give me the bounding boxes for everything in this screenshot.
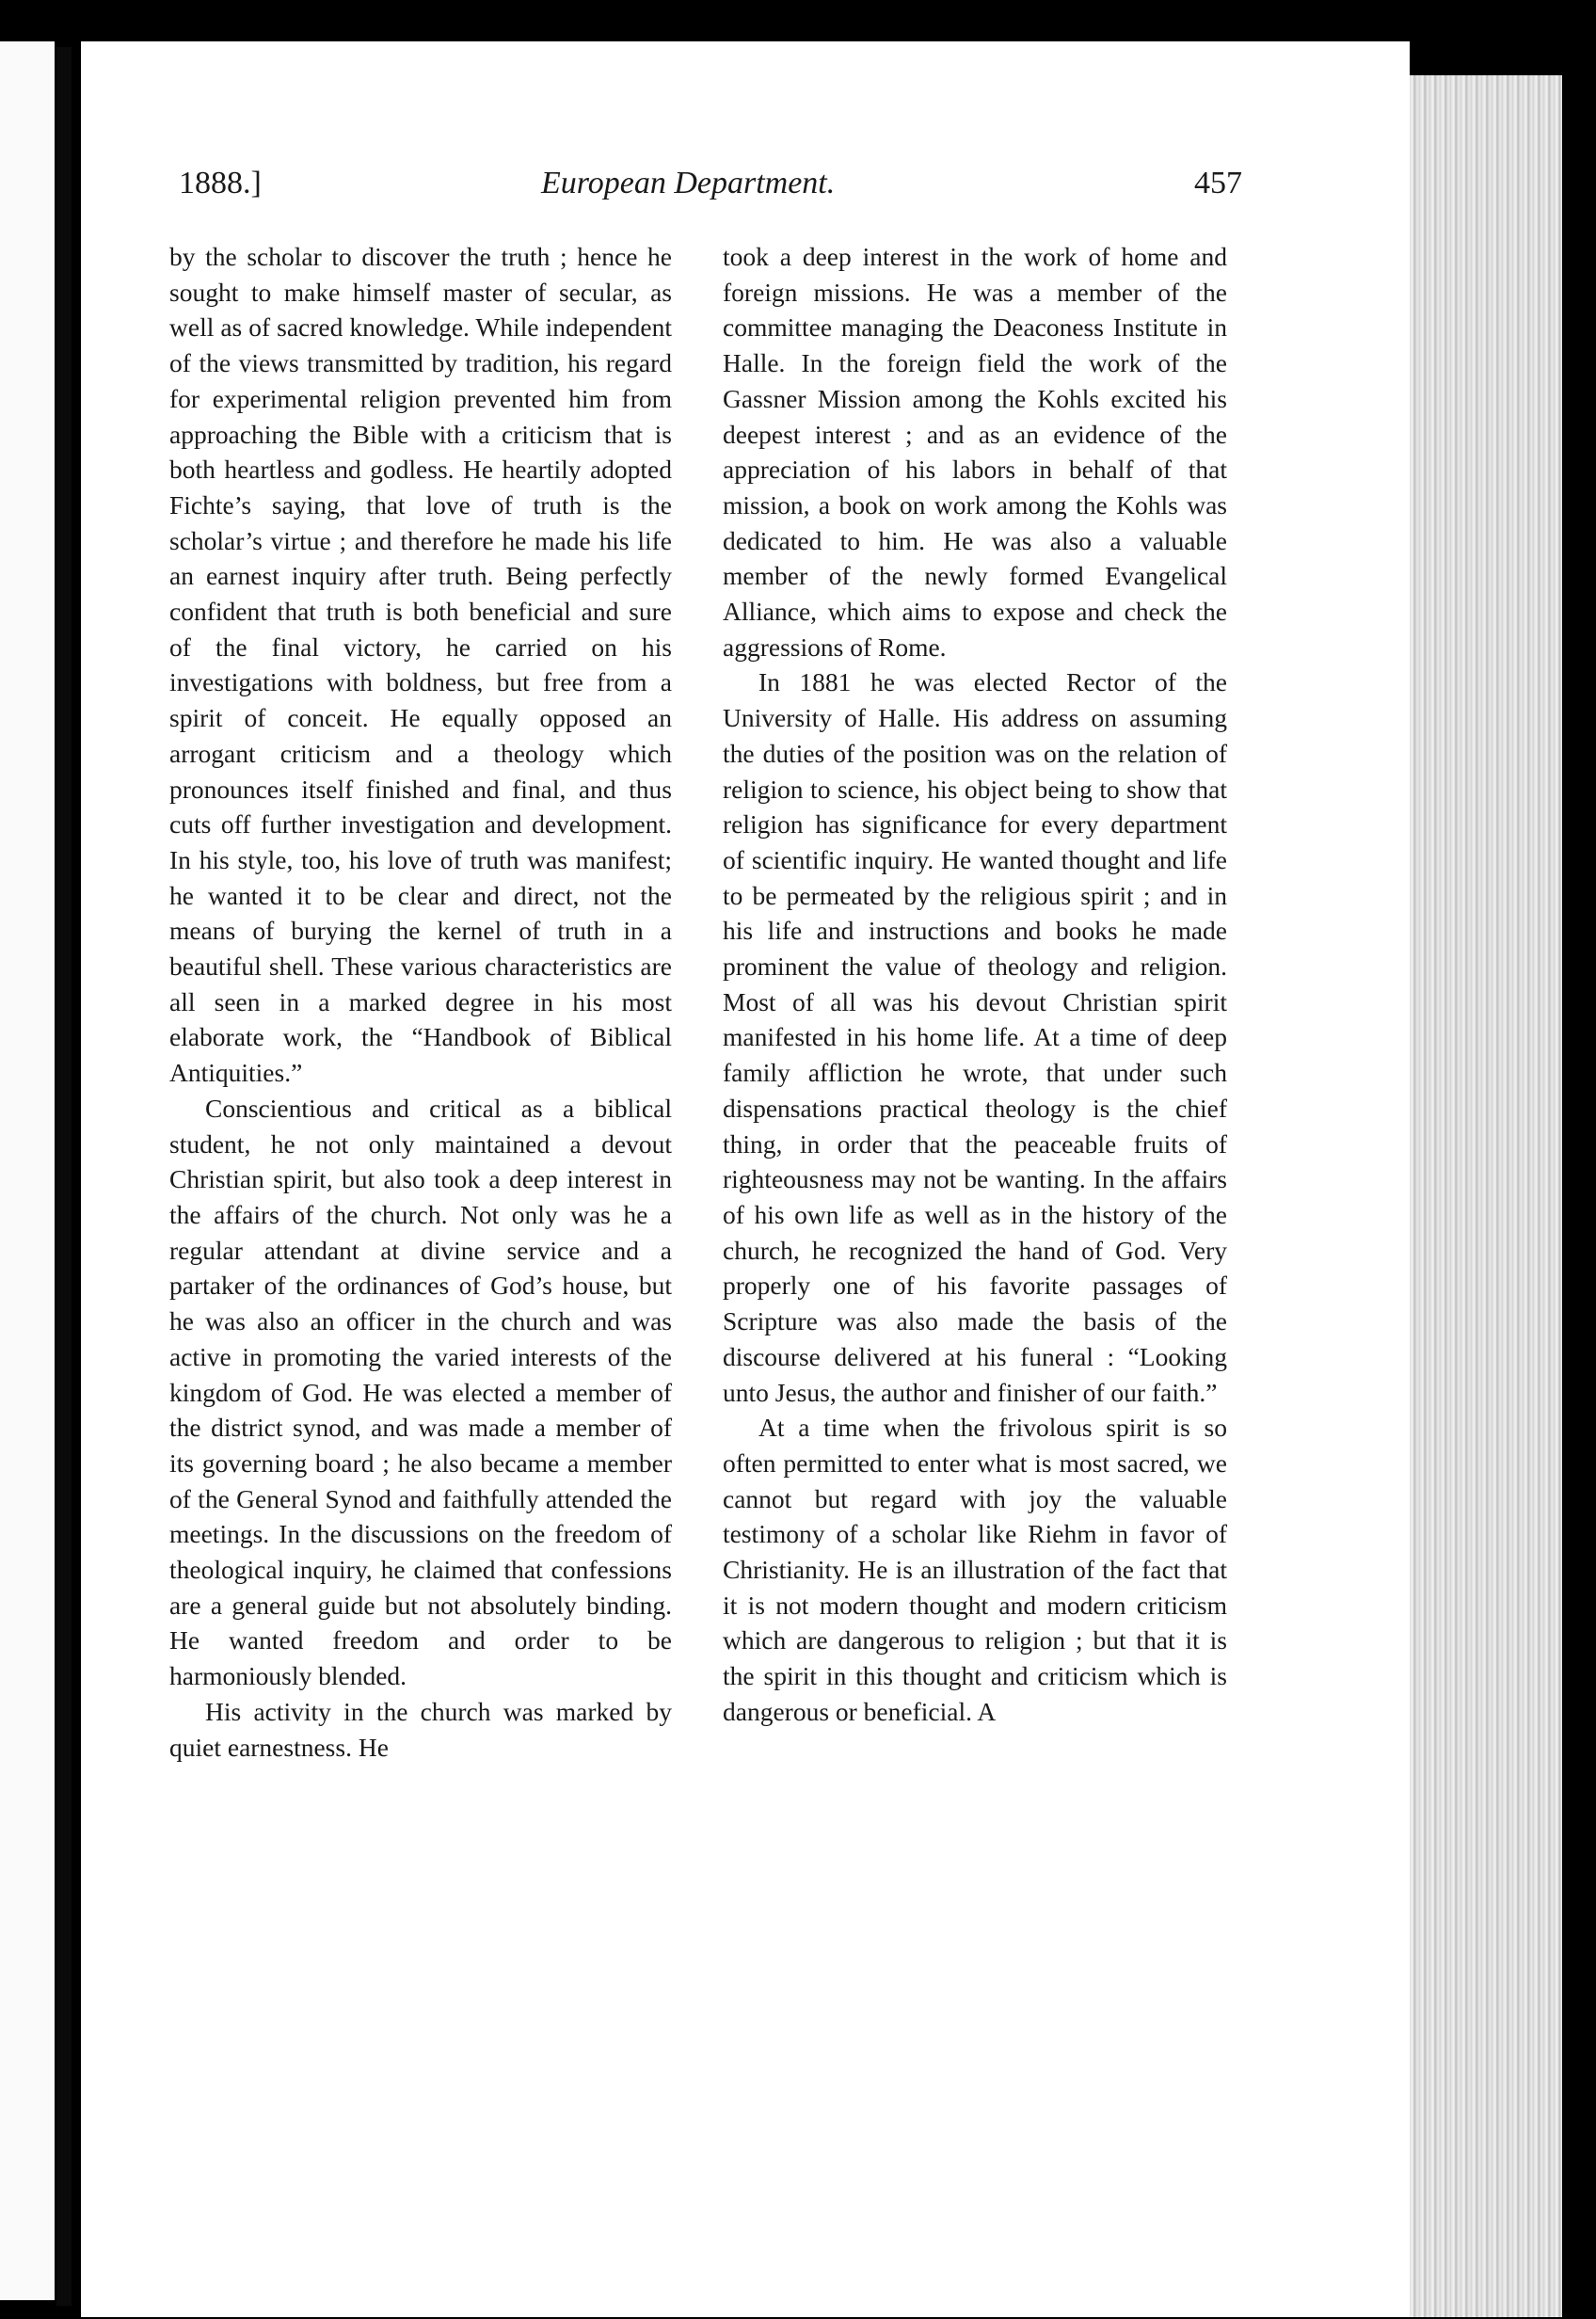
paragraph: by the scholar to discover the truth ; hence he sought to make himself master of secular, as well as of sacred knowledge. While independent of the views transmitted by tradition, his regard for experimental religion prevented him from approaching the Bible with a criticism that is both heartless and godless. He heartily adopted Fichte’s saying, that love of truth is the scholar’s virtue ; and therefore he made his life an earnest inquiry after truth. Being perfectly confident that truth is both beneficial and sure of the final victory, he carried on his investigations with boldness, but free from a spirit of conceit. He equally opposed an arrogant criticism and a theology which pronounces itself finished and final, and thus cuts off further investigation and development. In his style, too, his love of truth was manifest; he wanted it to be clear and direct, not the means of burying the kernel of truth in a beautiful shell. These various characteristics are all seen in a marked degree in his most elaborate work, the “Handbook of Biblical Antiquities.” [169,242,672,1088]
paragraph: took a deep interest in the work of home and foreign missions. He was a member of the committee managing the Deaconess Institute in Halle. In the foreign field the work of the Gassner Mission among the Kohls excited his deepest interest ; and as an evidence of the appreciation of his labors in behalf of that mission, a book on work among the Kohls was dedicated to him. He was also a valuable member of the newly formed Evangelical Alliance, which aims to expose and check the aggressions of Rome. [723,242,1227,662]
paragraph: Conscientious and critical as a biblical student, he not only maintained a devout Christian spirit, but also took a deep interest in the affairs of the church. Not only was he a regular attendant at divine service and a partaker of the ordinances of God’s house, but he was also an officer in the church and was active in promoting the varied interests of the kingdom of God. He was elected a member of the district synod, and was made a member of its governing board ; he also became a member of the General Synod and faithfully attended the meetings. In the discussions on the freedom of theological inquiry, he claimed that confessions are a general guide but not absolutely binding. He wanted freedom and order to be harmoniously blended. [169,1093,672,1691]
right-column [723,239,1227,1730]
page-number: 457 [1194,166,1242,200]
running-title: European Department. [541,166,836,200]
header-year: 1888.] [179,166,262,200]
facing-page-edge [0,41,55,2300]
book-spine-shadow [56,47,72,2306]
running-header [179,166,1242,222]
paragraph: At a time when the frivolous spirit is so often permitted to enter what is most sacred, we cannot but regard with joy the valuable testimony of a scholar like Riehm in favor of Christianity. He is an illustration of the fact that it is not modern thought and modern criticism which are dangerous to religion ; but that it is the spirit in this thought and criticism which is dangerous or beneficial. A [723,1413,1227,1726]
paragraph: His activity in the church was marked by quiet earnestness. He [169,1696,672,1762]
page-stack-edges [1410,75,1562,2317]
left-column [169,239,672,1765]
paragraph: In 1881 he was elected Rector of the University of Halle. His address on assuming the duties of the position was on the relation of religion to science, his object being to show that religion has significance for every department of scientific inquiry. He wanted thought and life to be permeated by the religious spirit ; and in his life and instructions and books he made prominent the value of theology and religion. Most of all was his devout Christian spirit manifested in his home life. At a time of deep family affliction he wrote, that under such dispensations practical theology is the chief thing, in order that the peaceable fruits of righteousness may not be wanting. In the affairs of his own life as well as in the history of the church, he recognized the hand of God. Very properly one of his favorite passages of Scripture was also made the basis of the discourse delivered at his funeral : “Looking unto Jesus, the author and finisher of our faith.” [723,667,1227,1407]
